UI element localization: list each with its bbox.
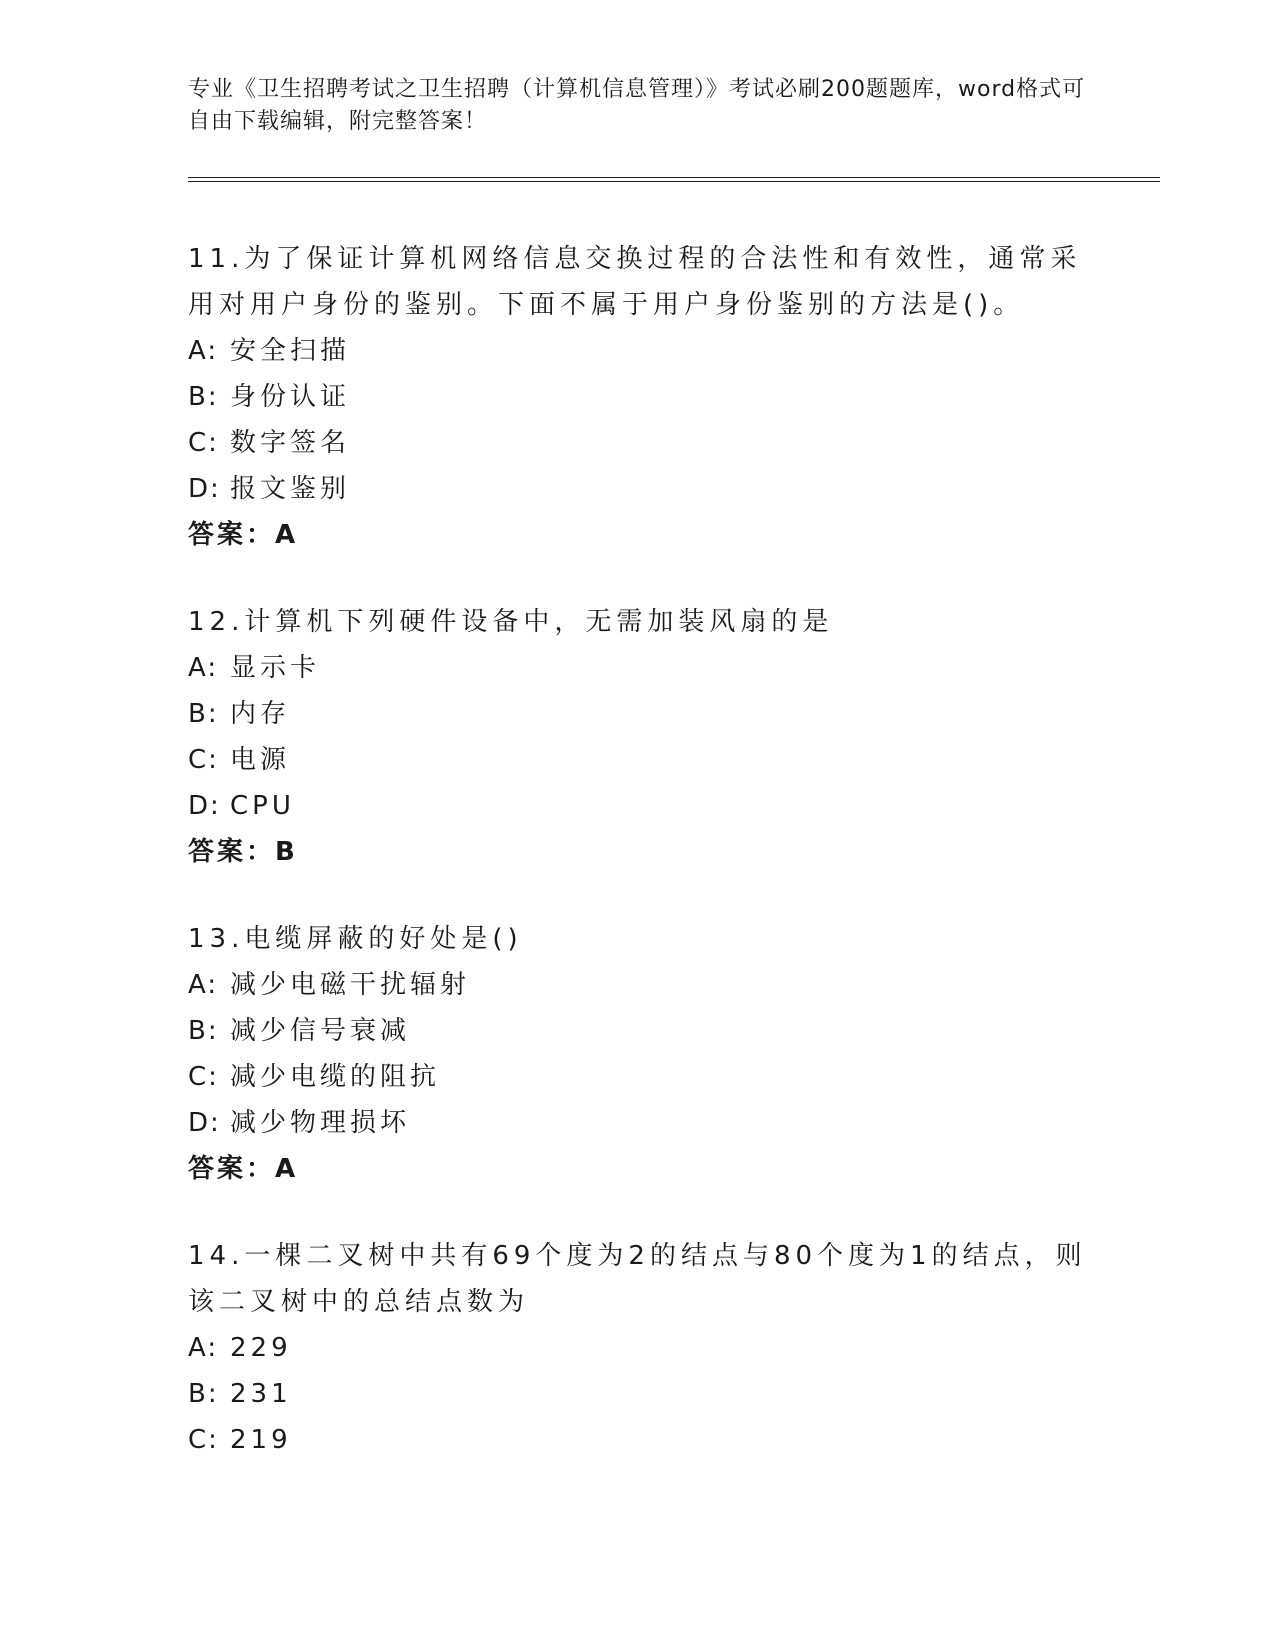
question-12 bbox=[188, 599, 1088, 875]
option-text: 减少信号衰减 bbox=[230, 1016, 411, 1046]
option-text: 安全扫描 bbox=[230, 336, 351, 366]
question-stem: 12.计算机下列硬件设备中，无需加装风扇的是 bbox=[188, 607, 834, 637]
option-letter: B: bbox=[188, 699, 219, 729]
option-text: 219 bbox=[230, 1425, 292, 1455]
answer-label: 答案： bbox=[188, 1154, 276, 1184]
option-letter: D: bbox=[188, 1108, 221, 1138]
option-letter: A: bbox=[188, 1333, 219, 1363]
answer-line bbox=[188, 512, 1088, 558]
answer-label: 答案： bbox=[188, 520, 276, 550]
option-letter: D: bbox=[188, 474, 221, 504]
option-c bbox=[188, 1054, 1088, 1100]
option-letter: A: bbox=[188, 336, 219, 366]
option-letter: C: bbox=[188, 745, 219, 775]
option-d bbox=[188, 466, 1088, 512]
option-text: 电源 bbox=[230, 745, 291, 775]
option-text: 身份认证 bbox=[230, 382, 351, 412]
question-11 bbox=[188, 236, 1088, 558]
header-divider bbox=[188, 177, 1160, 182]
answer-label: 答案： bbox=[188, 837, 276, 867]
option-a bbox=[188, 328, 1088, 374]
answer-line bbox=[188, 829, 1088, 875]
option-c bbox=[188, 737, 1088, 783]
option-a bbox=[188, 645, 1088, 691]
option-letter: A: bbox=[188, 653, 219, 683]
option-a bbox=[188, 1325, 1088, 1371]
answer-value: A bbox=[275, 1154, 299, 1184]
option-text: 229 bbox=[230, 1333, 292, 1363]
option-letter: B: bbox=[188, 382, 219, 412]
question-stem: 14.一棵二叉树中共有69个度为2的结点与80个度为1的结点，则该二叉树中的总结点数为 bbox=[188, 1241, 1087, 1317]
question-stem: 11.为了保证计算机网络信息交换过程的合法性和有效性，通常采用对用户身份的鉴别。下面不属于用户身份鉴别的方法是()。 bbox=[188, 244, 1082, 320]
option-b bbox=[188, 374, 1088, 420]
option-c bbox=[188, 1417, 1088, 1463]
answer-value: B bbox=[275, 837, 298, 867]
question-14 bbox=[188, 1233, 1088, 1463]
option-text: 减少电磁干扰辐射 bbox=[230, 970, 471, 1000]
option-letter: A: bbox=[188, 970, 219, 1000]
answer-value: A bbox=[275, 520, 299, 550]
answer-line bbox=[188, 1146, 1088, 1192]
option-b bbox=[188, 1371, 1088, 1417]
option-letter: B: bbox=[188, 1379, 219, 1409]
option-letter: B: bbox=[188, 1016, 219, 1046]
question-13 bbox=[188, 916, 1088, 1192]
option-d bbox=[188, 1100, 1088, 1146]
option-letter: D: bbox=[188, 791, 221, 821]
question-stem: 13.电缆屏蔽的好处是() bbox=[188, 924, 523, 954]
option-text: 报文鉴别 bbox=[230, 474, 351, 504]
option-c bbox=[188, 420, 1088, 466]
question-list bbox=[188, 236, 1088, 1504]
option-text: 数字签名 bbox=[230, 428, 351, 458]
option-text: 减少电缆的阻抗 bbox=[230, 1062, 441, 1092]
document-header: 专业《卫生招聘考试之卫生招聘（计算机信息管理）》考试必刷200题题库，word格式可自由下载编辑，附完整答案！ bbox=[188, 77, 1086, 134]
option-b bbox=[188, 1008, 1088, 1054]
option-b bbox=[188, 691, 1088, 737]
option-d bbox=[188, 783, 1088, 829]
option-letter: C: bbox=[188, 1062, 219, 1092]
option-letter: C: bbox=[188, 1425, 219, 1455]
option-text: 减少物理损坏 bbox=[230, 1108, 411, 1138]
option-text: CPU bbox=[230, 791, 295, 821]
option-text: 内存 bbox=[230, 699, 291, 729]
option-letter: C: bbox=[188, 428, 219, 458]
option-text: 231 bbox=[230, 1379, 292, 1409]
option-a bbox=[188, 962, 1088, 1008]
option-text: 显示卡 bbox=[230, 653, 321, 683]
